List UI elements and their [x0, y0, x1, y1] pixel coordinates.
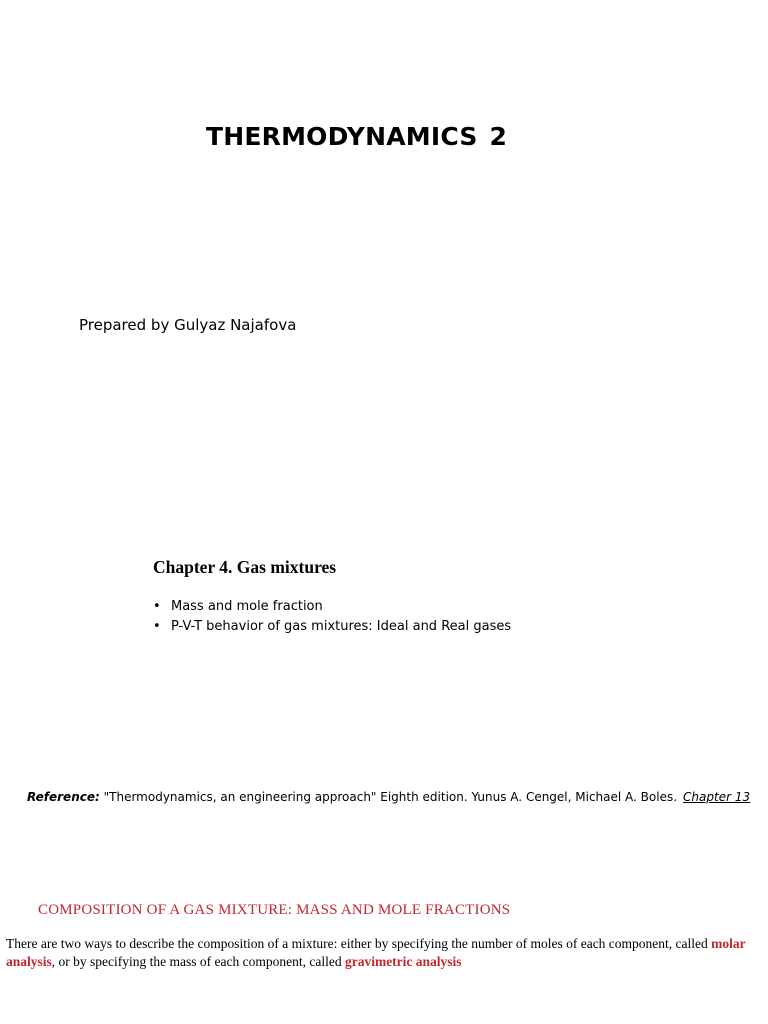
chapter-heading: Chapter 4. Gas mixtures: [153, 557, 337, 577]
list-item-text: Mass and mole fraction: [171, 599, 323, 614]
section-heading: COMPOSITION OF A GAS MIXTURE: MASS AND MOLE FRACTIONS: [38, 902, 511, 918]
topic-list: [153, 597, 511, 637]
bullet-icon: •: [153, 599, 161, 614]
highlight-gravimetric-analysis: gravimetric analysis: [344, 954, 462, 969]
para-text: , or by specifying the mass of each component, called: [51, 954, 345, 969]
highlight-molar-analysis: molar analysis: [6, 936, 746, 969]
document-title: THERMODYNAMICS 2: [206, 122, 508, 151]
bullet-icon: •: [153, 619, 161, 634]
reference-label: Reference:: [27, 790, 100, 804]
para-text: There are two ways to describe the composition of a mixture: either by specifying the number of moles of each component, called: [6, 936, 712, 951]
reference-line: [27, 790, 750, 804]
reference-chapter-link[interactable]: Chapter 13: [683, 790, 751, 804]
list-item: [153, 597, 511, 617]
reference-text: "Thermodynamics, an engineering approach" Eighth edition. Yunus A. Cengel, Michael A. Boles.: [99, 790, 678, 804]
body-paragraph: [6, 935, 762, 971]
author-line: Prepared by Gulyaz Najafova: [79, 316, 297, 334]
list-item: [153, 617, 511, 637]
list-item-text: P-V-T behavior of gas mixtures: Ideal and Real gases: [171, 619, 512, 634]
